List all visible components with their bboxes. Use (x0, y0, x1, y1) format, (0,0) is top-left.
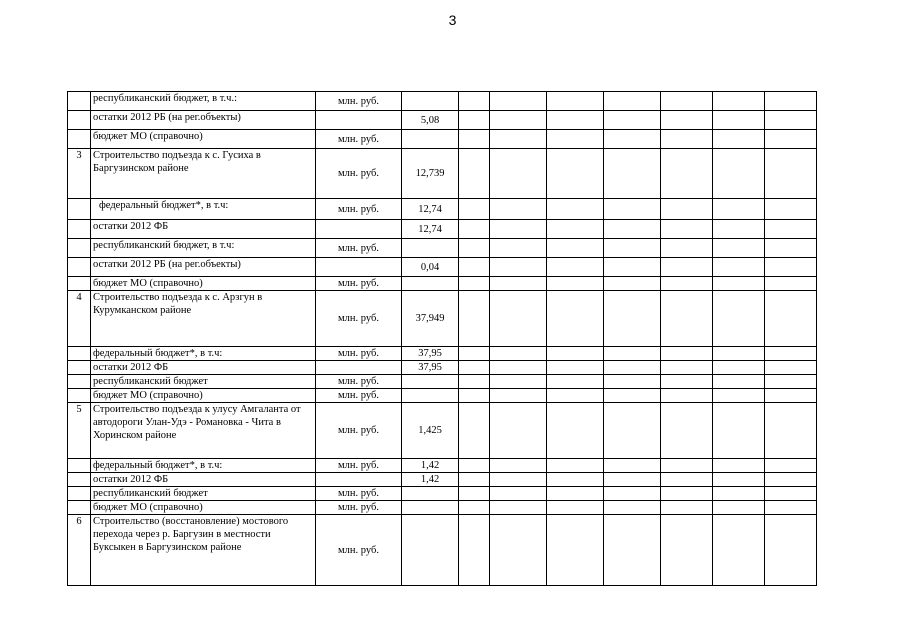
empty-cell (661, 111, 713, 130)
unit-cell: млн. руб. (316, 291, 402, 347)
empty-cell (661, 277, 713, 291)
empty-cell (661, 239, 713, 258)
empty-cell (547, 347, 604, 361)
empty-cell (490, 473, 547, 487)
empty-cell (765, 361, 817, 375)
empty-cell (661, 92, 713, 111)
empty-cell (604, 515, 661, 586)
row-number-cell: 3 (68, 149, 91, 199)
empty-cell (547, 149, 604, 199)
empty-cell (459, 361, 490, 375)
value-cell: 12,74 (402, 220, 459, 239)
empty-cell (490, 111, 547, 130)
row-number-cell (68, 473, 91, 487)
empty-cell (490, 239, 547, 258)
table-row-subitem (68, 361, 817, 375)
row-number-cell (68, 92, 91, 111)
unit-cell: млн. руб. (316, 92, 402, 111)
value-cell (402, 375, 459, 389)
table-row-item (68, 149, 817, 199)
empty-cell (604, 473, 661, 487)
empty-cell (604, 199, 661, 220)
table-row-subitem (68, 111, 817, 130)
empty-cell (765, 515, 817, 586)
empty-cell (490, 92, 547, 111)
empty-cell (604, 389, 661, 403)
empty-cell (604, 277, 661, 291)
item-name-cell: Строительство подъезда к с. Гусиха в Баргузинском районе (91, 149, 316, 199)
empty-cell (547, 239, 604, 258)
empty-cell (765, 501, 817, 515)
unit-cell: млн. руб. (316, 501, 402, 515)
row-number-cell (68, 389, 91, 403)
value-cell: 37,95 (402, 347, 459, 361)
empty-cell (547, 501, 604, 515)
row-number-cell (68, 487, 91, 501)
empty-cell (661, 459, 713, 473)
empty-cell (547, 220, 604, 239)
empty-cell (713, 92, 765, 111)
row-number-cell (68, 347, 91, 361)
empty-cell (490, 515, 547, 586)
empty-cell (547, 199, 604, 220)
empty-cell (661, 199, 713, 220)
empty-cell (547, 403, 604, 459)
item-name-cell: остатки 2012 ФБ (91, 220, 316, 239)
value-cell: 1,42 (402, 459, 459, 473)
unit-cell: млн. руб. (316, 199, 402, 220)
unit-cell: млн. руб. (316, 239, 402, 258)
empty-cell (604, 361, 661, 375)
unit-cell: млн. руб. (316, 130, 402, 149)
empty-cell (490, 459, 547, 473)
row-number-cell (68, 501, 91, 515)
unit-cell: млн. руб. (316, 487, 402, 501)
empty-cell (713, 199, 765, 220)
empty-cell (765, 403, 817, 459)
row-number-cell (68, 220, 91, 239)
empty-cell (547, 291, 604, 347)
row-number-cell (68, 239, 91, 258)
empty-cell (459, 473, 490, 487)
value-cell: 37,95 (402, 361, 459, 375)
value-cell (402, 501, 459, 515)
row-number-cell (68, 130, 91, 149)
empty-cell (547, 515, 604, 586)
empty-cell (490, 199, 547, 220)
empty-cell (713, 347, 765, 361)
empty-cell (459, 501, 490, 515)
empty-cell (661, 487, 713, 501)
table-row-subitem (68, 473, 817, 487)
table-row-subitem (68, 277, 817, 291)
value-cell (402, 277, 459, 291)
value-cell: 12,74 (402, 199, 459, 220)
empty-cell (765, 459, 817, 473)
row-number-cell (68, 361, 91, 375)
item-name-cell: республиканский бюджет (91, 487, 316, 501)
empty-cell (713, 403, 765, 459)
item-name-cell: бюджет МО (справочно) (91, 389, 316, 403)
empty-cell (604, 258, 661, 277)
empty-cell (713, 111, 765, 130)
empty-cell (713, 258, 765, 277)
empty-cell (765, 389, 817, 403)
empty-cell (604, 130, 661, 149)
unit-cell (316, 361, 402, 375)
empty-cell (459, 277, 490, 291)
table-row-item (68, 515, 817, 586)
unit-cell: млн. руб. (316, 277, 402, 291)
empty-cell (604, 347, 661, 361)
value-cell: 0,04 (402, 258, 459, 277)
empty-cell (547, 487, 604, 501)
empty-cell (661, 347, 713, 361)
value-cell (402, 92, 459, 111)
empty-cell (459, 258, 490, 277)
empty-cell (765, 473, 817, 487)
empty-cell (604, 403, 661, 459)
empty-cell (547, 277, 604, 291)
value-cell (402, 515, 459, 586)
table-row-subitem (68, 239, 817, 258)
table-row-subitem (68, 487, 817, 501)
empty-cell (459, 403, 490, 459)
empty-cell (459, 239, 490, 258)
item-name-cell: остатки 2012 ФБ (91, 473, 316, 487)
empty-cell (765, 220, 817, 239)
empty-cell (604, 220, 661, 239)
unit-cell (316, 473, 402, 487)
empty-cell (490, 487, 547, 501)
value-cell (402, 239, 459, 258)
empty-cell (713, 515, 765, 586)
empty-cell (547, 459, 604, 473)
empty-cell (490, 220, 547, 239)
item-name-cell: республиканский бюджет, в т.ч.: (91, 92, 316, 111)
table-row-subitem (68, 92, 817, 111)
empty-cell (661, 389, 713, 403)
empty-cell (547, 389, 604, 403)
row-number-cell (68, 199, 91, 220)
empty-cell (547, 130, 604, 149)
empty-cell (713, 130, 765, 149)
empty-cell (661, 375, 713, 389)
page-number: 3 (448, 12, 457, 28)
empty-cell (547, 92, 604, 111)
empty-cell (661, 258, 713, 277)
empty-cell (459, 459, 490, 473)
empty-cell (490, 277, 547, 291)
empty-cell (604, 149, 661, 199)
item-name-cell: бюджет МО (справочно) (91, 501, 316, 515)
empty-cell (765, 258, 817, 277)
empty-cell (661, 149, 713, 199)
table-row-subitem (68, 199, 817, 220)
unit-cell: млн. руб. (316, 403, 402, 459)
table-row-item (68, 291, 817, 347)
empty-cell (713, 220, 765, 239)
empty-cell (765, 199, 817, 220)
empty-cell (713, 291, 765, 347)
table-row-subitem (68, 347, 817, 361)
value-cell (402, 487, 459, 501)
empty-cell (604, 375, 661, 389)
unit-cell: млн. руб. (316, 459, 402, 473)
item-name-cell: остатки 2012 РБ (на рег.объекты) (91, 111, 316, 130)
table-row-subitem (68, 459, 817, 473)
value-cell: 5,08 (402, 111, 459, 130)
empty-cell (765, 375, 817, 389)
row-number-cell (68, 375, 91, 389)
empty-cell (661, 361, 713, 375)
empty-cell (490, 501, 547, 515)
item-name-cell: республиканский бюджет, в т.ч: (91, 239, 316, 258)
empty-cell (713, 389, 765, 403)
empty-cell (604, 111, 661, 130)
empty-cell (490, 149, 547, 199)
empty-cell (459, 389, 490, 403)
item-name-cell: федеральный бюджет*, в т.ч: (91, 459, 316, 473)
empty-cell (713, 375, 765, 389)
empty-cell (604, 92, 661, 111)
empty-cell (765, 487, 817, 501)
item-name-cell: Строительство подъезда к улусу Амгаланта от автодороги Улан-Удэ - Романовка - Чита в Хоринском районе (91, 403, 316, 459)
budget-table (67, 91, 817, 586)
empty-cell (490, 291, 547, 347)
empty-cell (765, 239, 817, 258)
empty-cell (713, 473, 765, 487)
unit-cell: млн. руб. (316, 347, 402, 361)
item-name-cell: остатки 2012 ФБ (91, 361, 316, 375)
unit-cell (316, 258, 402, 277)
empty-cell (713, 277, 765, 291)
table-row-subitem (68, 258, 817, 277)
empty-cell (604, 501, 661, 515)
value-cell: 12,739 (402, 149, 459, 199)
row-number-cell: 6 (68, 515, 91, 586)
empty-cell (547, 361, 604, 375)
unit-cell: млн. руб. (316, 515, 402, 586)
empty-cell (547, 473, 604, 487)
empty-cell (765, 130, 817, 149)
empty-cell (459, 149, 490, 199)
row-number-cell: 4 (68, 291, 91, 347)
value-cell (402, 130, 459, 149)
item-name-cell: бюджет МО (справочно) (91, 277, 316, 291)
empty-cell (604, 459, 661, 473)
empty-cell (459, 220, 490, 239)
empty-cell (713, 149, 765, 199)
empty-cell (604, 487, 661, 501)
table-row-subitem (68, 501, 817, 515)
table-row-subitem (68, 130, 817, 149)
empty-cell (547, 111, 604, 130)
empty-cell (765, 111, 817, 130)
empty-cell (490, 130, 547, 149)
item-name-cell: остатки 2012 РБ (на рег.объекты) (91, 258, 316, 277)
unit-cell: млн. руб. (316, 149, 402, 199)
empty-cell (490, 403, 547, 459)
empty-cell (661, 515, 713, 586)
empty-cell (459, 111, 490, 130)
empty-cell (459, 291, 490, 347)
empty-cell (765, 291, 817, 347)
empty-cell (490, 347, 547, 361)
empty-cell (713, 487, 765, 501)
item-name-cell: Строительство подъезда к с. Арзгун в Курумканском районе (91, 291, 316, 347)
empty-cell (459, 515, 490, 586)
empty-cell (490, 389, 547, 403)
item-name-cell: бюджет МО (справочно) (91, 130, 316, 149)
empty-cell (713, 459, 765, 473)
empty-cell (661, 473, 713, 487)
value-cell (402, 389, 459, 403)
value-cell: 37,949 (402, 291, 459, 347)
empty-cell (459, 375, 490, 389)
unit-cell (316, 220, 402, 239)
empty-cell (661, 291, 713, 347)
item-name-cell: федеральный бюджет*, в т.ч: (91, 199, 316, 220)
item-name-cell: Строительство (восстановление) мостового перехода через р. Баргузин в местности Буксыкен в Баргузинском районе (91, 515, 316, 586)
row-number-cell (68, 111, 91, 130)
empty-cell (547, 258, 604, 277)
row-number-cell (68, 258, 91, 277)
empty-cell (490, 375, 547, 389)
empty-cell (765, 277, 817, 291)
row-number-cell: 5 (68, 403, 91, 459)
empty-cell (490, 258, 547, 277)
empty-cell (661, 501, 713, 515)
unit-cell (316, 111, 402, 130)
empty-cell (604, 239, 661, 258)
empty-cell (765, 149, 817, 199)
unit-cell: млн. руб. (316, 375, 402, 389)
value-cell: 1,42 (402, 473, 459, 487)
empty-cell (459, 487, 490, 501)
row-number-cell (68, 277, 91, 291)
empty-cell (765, 347, 817, 361)
empty-cell (459, 130, 490, 149)
empty-cell (661, 403, 713, 459)
empty-cell (604, 291, 661, 347)
empty-cell (547, 375, 604, 389)
item-name-cell: республиканский бюджет (91, 375, 316, 389)
table-row-item (68, 403, 817, 459)
table-row-subitem (68, 389, 817, 403)
empty-cell (661, 220, 713, 239)
empty-cell (490, 361, 547, 375)
empty-cell (661, 130, 713, 149)
value-cell: 1,425 (402, 403, 459, 459)
row-number-cell (68, 459, 91, 473)
item-name-cell: федеральный бюджет*, в т.ч: (91, 347, 316, 361)
empty-cell (713, 361, 765, 375)
empty-cell (459, 92, 490, 111)
empty-cell (765, 92, 817, 111)
empty-cell (459, 347, 490, 361)
table-row-subitem (68, 220, 817, 239)
empty-cell (459, 199, 490, 220)
empty-cell (713, 501, 765, 515)
table-row-subitem (68, 375, 817, 389)
empty-cell (713, 239, 765, 258)
unit-cell: млн. руб. (316, 389, 402, 403)
